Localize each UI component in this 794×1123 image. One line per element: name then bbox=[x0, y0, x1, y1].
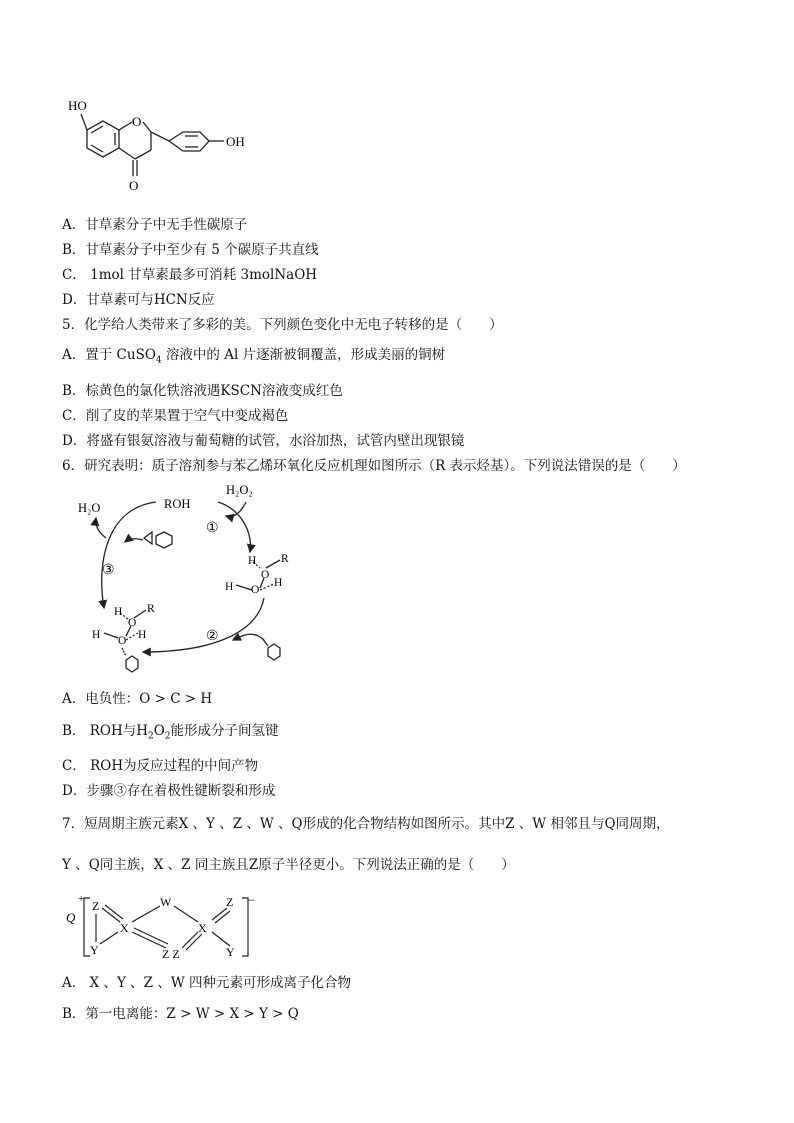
int1-h1: H bbox=[248, 555, 257, 567]
q5-option-b: B．棕黄色的氯化铁溶液遇KSCN溶液变成红色 bbox=[62, 383, 343, 399]
liquiritigenin-structure bbox=[64, 90, 264, 200]
x-right: X bbox=[198, 921, 207, 935]
ho-label: HO bbox=[68, 98, 87, 113]
q4-option-c: C． 1mol 甘草素最多可消耗 3molNaOH bbox=[62, 267, 318, 283]
int1-h2: H bbox=[225, 581, 234, 593]
w-label: W bbox=[160, 895, 172, 909]
x-left: X bbox=[120, 921, 129, 935]
int2-o2: O bbox=[118, 635, 127, 647]
q7-stem-line2: Y 、Q同主族，X 、Z 同主族且Z原子半径更小。下列说法正确的是（ ） bbox=[62, 857, 515, 873]
ring-oxygen-label: O bbox=[132, 114, 142, 129]
q6-option-b-post: 能形成分子间氢键 bbox=[170, 723, 279, 739]
q5-stem: 5．化学给人类带来了多彩的美。下列颜色变化中无电子转移的是（ ） bbox=[62, 317, 503, 333]
epoxidation-mechanism-diagram bbox=[68, 480, 308, 680]
q4-option-a: A．甘草素分子中无手性碳原子 bbox=[62, 217, 248, 233]
step-1-label: ① bbox=[206, 521, 219, 536]
q5-option-c: C．削了皮的苹果置于空气中变成褐色 bbox=[62, 408, 289, 424]
compound-structure bbox=[62, 892, 262, 964]
y-right: Y bbox=[226, 945, 235, 959]
int2-h1: H bbox=[114, 606, 123, 618]
q6-option-a: A．电负性：O > C > H bbox=[62, 691, 213, 707]
q7-option-b: B．第一电离能：Z > W > X > Y > Q bbox=[62, 1006, 299, 1022]
zz-bottom: Z Z bbox=[162, 947, 180, 961]
q6-stem: 6．研究表明：质子溶剂参与苯乙烯环氧化反应机理如图所示（R 表示烃基）。下列说法错误的是（ ） bbox=[62, 458, 686, 474]
int1-h3: H bbox=[274, 577, 283, 589]
int2-o1: O bbox=[128, 617, 137, 629]
step-3-label: ③ bbox=[102, 563, 115, 578]
q5-option-d: D．将盛有银氨溶液与葡萄糖的试管，水浴加热，试管内壁出现银镜 bbox=[62, 433, 465, 449]
q6-option-c: C． ROH为反应过程的中间产物 bbox=[62, 758, 259, 774]
q4-option-b: B．甘草素分子中至少有 5 个碳原子共直线 bbox=[62, 242, 319, 258]
q-label: Q bbox=[66, 910, 76, 925]
q5-option-a bbox=[62, 346, 445, 370]
z-left-top: Z bbox=[92, 899, 100, 913]
int2-h3: H bbox=[138, 629, 147, 641]
roh-label: ROH bbox=[164, 497, 191, 511]
h2o-label: H₂O bbox=[78, 501, 101, 515]
y-left: Y bbox=[90, 943, 99, 957]
q6-option-b-pre: B． ROH与H bbox=[62, 723, 148, 739]
int1-o1: O bbox=[261, 569, 270, 581]
plus-charge: + bbox=[78, 893, 85, 905]
q4-option-d: D．甘草素可与HCN反应 bbox=[62, 292, 215, 308]
int2-r: R bbox=[147, 603, 155, 615]
q6-option-b-sub1: 2 bbox=[148, 731, 154, 742]
oh-label: OH bbox=[226, 134, 245, 149]
q5-option-a-pre: A．置于 CuSO bbox=[62, 347, 156, 363]
q7-stem-line1: 7．短周期主族元素X 、Y 、Z 、W 、Q形成的化合物结构如图所示。其中Z 、W 相邻且与Q同周期， bbox=[62, 816, 670, 832]
carbonyl-oxygen-label: O bbox=[129, 178, 139, 193]
q6-option-d: D．步骤③存在着极性键断裂和形成 bbox=[62, 783, 276, 799]
h2o2-label: H₂O₂ bbox=[226, 483, 253, 497]
step-2-label: ② bbox=[206, 629, 219, 644]
q5-option-a-sub: 4 bbox=[155, 355, 162, 366]
z-right-top: Z bbox=[226, 895, 234, 909]
q6-option-b bbox=[62, 722, 279, 746]
int1-o2: O bbox=[251, 584, 260, 596]
minus-charge: − bbox=[248, 893, 255, 907]
q5-option-a-post: 溶液中的 Al 片逐渐被铜覆盖，形成美丽的铜树 bbox=[161, 347, 446, 363]
q6-option-b-sub2: 2 bbox=[164, 731, 171, 742]
q7-option-a: A． X 、Y 、Z 、W 四种元素可形成离子化合物 bbox=[62, 975, 351, 991]
q6-option-b-mid: O bbox=[153, 723, 165, 739]
int2-h2: H bbox=[92, 629, 101, 641]
int1-r: R bbox=[281, 553, 289, 565]
